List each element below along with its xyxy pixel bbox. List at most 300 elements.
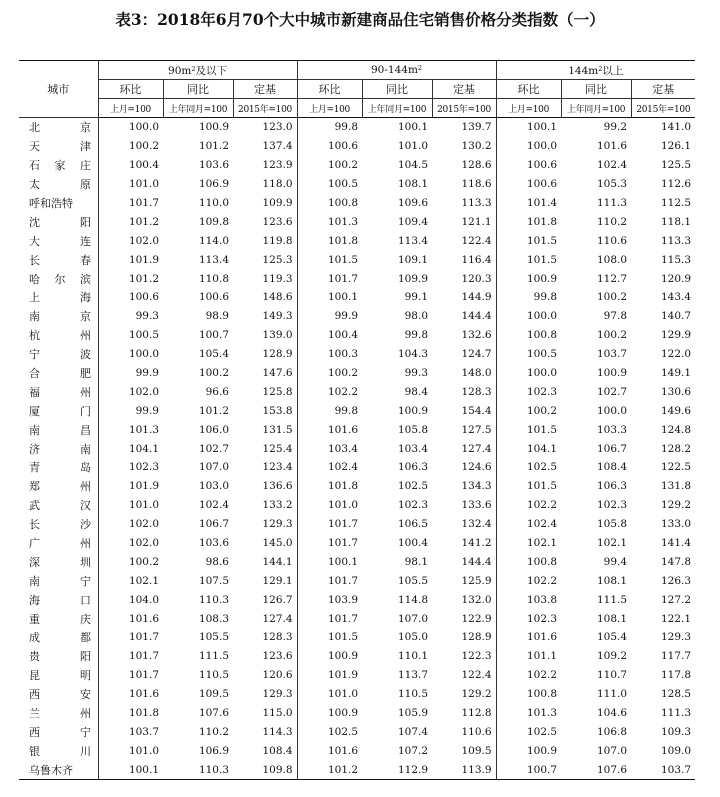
index-value: 106.3 bbox=[397, 461, 429, 474]
table-row bbox=[19, 401, 695, 420]
city-name-text: 上海 bbox=[29, 291, 91, 305]
table-row bbox=[19, 647, 695, 666]
index-value: 122.9 bbox=[461, 612, 492, 625]
index-value: 100.5 bbox=[496, 345, 561, 364]
index-value: 101.0 bbox=[397, 140, 429, 153]
city-name-text: 广州 bbox=[29, 537, 91, 551]
index-value: 101.3 bbox=[98, 420, 163, 439]
city-name bbox=[19, 137, 98, 156]
index-value: 137.4 bbox=[262, 140, 293, 153]
subheader-fixed: 定基 bbox=[233, 80, 297, 99]
index-value: 100.9 bbox=[397, 404, 429, 417]
index-value: 120.9 bbox=[660, 272, 692, 285]
subheader-fixed: 定基 bbox=[631, 80, 695, 99]
index-value: 101.6 bbox=[98, 609, 163, 628]
index-value: 98.6 bbox=[205, 555, 229, 568]
index-value: 133.2 bbox=[262, 499, 293, 512]
city-column-header: 城市 bbox=[19, 61, 98, 118]
index-value: 100.4 bbox=[98, 156, 163, 175]
city-name-text: 天津 bbox=[29, 140, 91, 154]
index-value: 113.9 bbox=[432, 760, 496, 779]
table-row bbox=[19, 382, 695, 401]
index-value: 115.3 bbox=[660, 253, 692, 266]
index-value: 105.8 bbox=[397, 423, 429, 436]
index-value: 100.4 bbox=[397, 537, 429, 550]
index-value: 127.5 bbox=[461, 423, 492, 436]
index-value: 102.0 bbox=[98, 382, 163, 401]
index-value: 144.4 bbox=[461, 310, 492, 323]
index-value: 101.7 bbox=[98, 666, 163, 685]
index-value: 122.0 bbox=[660, 348, 692, 361]
index-value: 144.9 bbox=[461, 291, 492, 304]
table-row bbox=[19, 760, 695, 779]
index-value: 100.0 bbox=[496, 137, 561, 156]
index-value: 103.8 bbox=[496, 590, 561, 609]
index-value: 108.4 bbox=[596, 461, 628, 474]
index-value: 134.3 bbox=[461, 480, 492, 493]
index-value: 100.6 bbox=[496, 175, 561, 194]
index-value: 101.0 bbox=[98, 496, 163, 515]
city-name bbox=[19, 760, 98, 779]
index-value: 98.4 bbox=[404, 385, 429, 398]
index-value: 126.1 bbox=[660, 140, 692, 153]
index-value: 103.9 bbox=[297, 590, 362, 609]
index-value: 103.4 bbox=[297, 439, 362, 458]
index-value: 100.9 bbox=[297, 647, 362, 666]
city-name-text: 西安 bbox=[29, 688, 91, 702]
city-name-text: 呼和浩特 bbox=[29, 197, 73, 210]
index-value: 103.4 bbox=[397, 442, 429, 455]
table-row bbox=[19, 628, 695, 647]
index-value: 147.8 bbox=[660, 555, 692, 568]
index-value: 125.5 bbox=[660, 159, 692, 172]
index-value: 108.1 bbox=[596, 612, 628, 625]
index-value: 131.5 bbox=[262, 423, 293, 436]
index-value: 141.0 bbox=[660, 121, 692, 134]
index-value: 100.0 bbox=[596, 404, 628, 417]
index-value: 129.3 bbox=[262, 518, 293, 531]
index-value: 100.1 bbox=[98, 760, 163, 779]
index-value: 107.0 bbox=[198, 461, 229, 474]
index-value: 102.4 bbox=[496, 515, 561, 534]
index-value: 100.3 bbox=[297, 345, 362, 364]
index-value: 110.5 bbox=[198, 669, 229, 682]
index-value: 118.0 bbox=[262, 178, 293, 191]
index-value: 123.9 bbox=[262, 159, 293, 172]
city-name bbox=[19, 609, 98, 628]
city-name bbox=[19, 477, 98, 496]
table-row bbox=[19, 496, 695, 515]
index-value: 102.0 bbox=[98, 515, 163, 534]
index-value: 132.4 bbox=[461, 518, 492, 531]
city-name-text: 福州 bbox=[29, 385, 91, 399]
header-row-subcolumns bbox=[19, 80, 695, 99]
index-value: 128.2 bbox=[660, 442, 692, 455]
index-value: 123.4 bbox=[262, 461, 293, 474]
subheader-mom: 环比 bbox=[297, 80, 362, 99]
index-value: 108.0 bbox=[596, 253, 628, 266]
city-name-text: 郑州 bbox=[29, 480, 91, 494]
index-value: 101.4 bbox=[496, 194, 561, 213]
index-value: 144.1 bbox=[262, 555, 293, 568]
index-value: 107.6 bbox=[198, 707, 229, 720]
index-value: 100.2 bbox=[596, 329, 628, 342]
index-value: 109.5 bbox=[198, 688, 229, 701]
table-row bbox=[19, 723, 695, 742]
city-name bbox=[19, 118, 98, 137]
index-value: 99.9 bbox=[98, 401, 163, 420]
index-value: 127.2 bbox=[660, 593, 692, 606]
index-value: 130.6 bbox=[660, 385, 692, 398]
city-name-text: 贵阳 bbox=[29, 650, 91, 664]
base-header-yoy: 上年同月=100 bbox=[163, 99, 233, 118]
index-value: 100.2 bbox=[496, 401, 561, 420]
index-value: 107.6 bbox=[561, 760, 631, 779]
index-value: 100.6 bbox=[496, 156, 561, 175]
index-value: 99.8 bbox=[297, 118, 362, 137]
index-value: 113.3 bbox=[660, 234, 692, 247]
table-row bbox=[19, 590, 695, 609]
index-value: 110.0 bbox=[198, 197, 229, 209]
index-value: 102.5 bbox=[397, 480, 429, 493]
index-value: 114.0 bbox=[198, 234, 229, 247]
index-value: 129.3 bbox=[262, 688, 293, 701]
index-value: 109.3 bbox=[660, 725, 692, 738]
city-name bbox=[19, 439, 98, 458]
index-value: 101.5 bbox=[297, 250, 362, 269]
index-value: 111.3 bbox=[596, 197, 628, 209]
index-value: 154.4 bbox=[461, 404, 492, 417]
index-value: 100.6 bbox=[297, 137, 362, 156]
index-value: 107.4 bbox=[397, 725, 429, 738]
index-value: 101.9 bbox=[98, 477, 163, 496]
index-value: 139.7 bbox=[461, 121, 492, 134]
index-value: 104.0 bbox=[98, 590, 163, 609]
index-value: 102.4 bbox=[596, 159, 628, 172]
index-value: 102.3 bbox=[496, 382, 561, 401]
table-row bbox=[19, 364, 695, 383]
index-value: 106.5 bbox=[397, 518, 429, 531]
index-value: 102.7 bbox=[198, 442, 229, 455]
base-header-mom: 上月=100 bbox=[98, 99, 163, 118]
city-name bbox=[19, 326, 98, 345]
city-name bbox=[19, 364, 98, 383]
index-value: 100.5 bbox=[98, 326, 163, 345]
index-value: 101.6 bbox=[596, 140, 628, 153]
base-header-mom: 上月=100 bbox=[496, 99, 561, 118]
table-row bbox=[19, 194, 695, 213]
index-value: 128.3 bbox=[262, 631, 293, 644]
index-value: 101.5 bbox=[297, 628, 362, 647]
index-value: 100.2 bbox=[596, 291, 628, 304]
index-value: 112.7 bbox=[596, 272, 628, 285]
city-name bbox=[19, 401, 98, 420]
index-value: 101.7 bbox=[297, 515, 362, 534]
index-value: 145.0 bbox=[262, 537, 293, 550]
index-value: 100.8 bbox=[297, 194, 362, 213]
base-header-yoy: 上年同月=100 bbox=[561, 99, 631, 118]
index-value: 101.8 bbox=[297, 231, 362, 250]
index-value: 141.4 bbox=[660, 537, 692, 550]
index-value: 125.4 bbox=[262, 442, 293, 455]
index-value: 120.6 bbox=[262, 669, 293, 682]
base-header-fixed: 2015年=100 bbox=[233, 99, 297, 118]
index-value: 101.3 bbox=[496, 704, 561, 723]
index-value: 111.3 bbox=[660, 707, 692, 720]
city-name bbox=[19, 515, 98, 534]
index-value: 100.9 bbox=[496, 741, 561, 760]
index-value: 107.0 bbox=[397, 612, 429, 625]
index-value: 101.0 bbox=[297, 685, 362, 704]
table-row bbox=[19, 477, 695, 496]
table-row bbox=[19, 175, 695, 194]
index-value: 128.3 bbox=[461, 385, 492, 398]
index-value: 100.1 bbox=[496, 118, 561, 137]
index-value: 100.0 bbox=[496, 364, 561, 383]
city-name bbox=[19, 628, 98, 647]
index-value: 99.9 bbox=[98, 364, 163, 383]
index-value: 101.1 bbox=[496, 647, 561, 666]
index-value: 121.1 bbox=[461, 215, 492, 228]
index-value: 110.2 bbox=[198, 725, 229, 738]
index-value: 117.8 bbox=[660, 669, 692, 682]
index-value: 126.7 bbox=[262, 593, 293, 606]
index-value: 128.6 bbox=[461, 159, 492, 172]
index-value: 102.0 bbox=[98, 231, 163, 250]
index-value: 106.9 bbox=[198, 178, 229, 191]
index-value: 97.8 bbox=[603, 310, 628, 323]
city-name-text: 成都 bbox=[29, 631, 91, 645]
index-value: 99.3 bbox=[404, 367, 429, 380]
index-value: 101.0 bbox=[98, 175, 163, 194]
index-value: 122.4 bbox=[461, 669, 492, 682]
index-value: 140.7 bbox=[660, 310, 692, 323]
index-value: 102.4 bbox=[297, 458, 362, 477]
index-value: 113.4 bbox=[397, 234, 429, 247]
city-name-text: 杭州 bbox=[29, 329, 91, 343]
index-value: 100.8 bbox=[496, 552, 561, 571]
index-value: 102.2 bbox=[297, 382, 362, 401]
index-value: 144.4 bbox=[461, 555, 492, 568]
index-value: 136.6 bbox=[262, 480, 293, 493]
index-value: 102.0 bbox=[98, 534, 163, 553]
city-name bbox=[19, 647, 98, 666]
index-value: 125.9 bbox=[461, 574, 492, 587]
table-row bbox=[19, 231, 695, 250]
index-value: 106.8 bbox=[596, 725, 628, 738]
index-value: 103.7 bbox=[596, 348, 628, 361]
index-value: 139.0 bbox=[262, 329, 293, 342]
city-name bbox=[19, 704, 98, 723]
index-value: 127.4 bbox=[262, 612, 293, 625]
city-name-text: 西宁 bbox=[29, 725, 91, 739]
table-row bbox=[19, 609, 695, 628]
index-value: 115.0 bbox=[262, 707, 293, 720]
index-value: 112.5 bbox=[660, 197, 692, 209]
city-name-text: 大连 bbox=[29, 234, 91, 248]
city-name bbox=[19, 590, 98, 609]
subheader-yoy: 同比 bbox=[362, 80, 432, 99]
index-value: 101.5 bbox=[496, 231, 561, 250]
index-value: 102.3 bbox=[596, 499, 628, 512]
index-value: 110.6 bbox=[596, 234, 628, 247]
index-value: 109.0 bbox=[660, 744, 692, 757]
index-value: 105.0 bbox=[397, 631, 429, 644]
index-value: 104.3 bbox=[397, 348, 429, 361]
index-value: 101.9 bbox=[98, 250, 163, 269]
city-name bbox=[19, 194, 98, 213]
city-name-text: 石家庄 bbox=[29, 159, 91, 173]
index-value: 100.7 bbox=[496, 760, 561, 779]
index-value: 117.7 bbox=[660, 650, 692, 663]
index-value: 101.9 bbox=[297, 666, 362, 685]
index-value: 109.2 bbox=[596, 650, 628, 663]
index-value: 102.2 bbox=[496, 666, 561, 685]
index-value: 102.7 bbox=[596, 385, 628, 398]
index-value: 100.1 bbox=[397, 121, 429, 134]
index-value: 119.3 bbox=[262, 272, 293, 285]
index-value: 132.0 bbox=[461, 593, 492, 606]
index-value: 109.8 bbox=[198, 215, 229, 228]
index-value: 105.4 bbox=[198, 348, 229, 361]
index-value: 149.3 bbox=[262, 310, 293, 323]
index-value: 100.5 bbox=[297, 175, 362, 194]
city-name-text: 海口 bbox=[29, 593, 91, 607]
index-value: 126.3 bbox=[660, 574, 692, 587]
index-value: 99.8 bbox=[404, 329, 429, 342]
index-value: 124.8 bbox=[660, 423, 692, 436]
city-name-text: 乌鲁木齐 bbox=[29, 763, 73, 777]
table-row bbox=[19, 118, 695, 137]
city-name bbox=[19, 231, 98, 250]
city-name-text: 哈尔滨 bbox=[29, 272, 91, 286]
city-name bbox=[19, 552, 98, 571]
index-value: 110.6 bbox=[461, 725, 492, 738]
index-value: 100.6 bbox=[198, 291, 229, 304]
index-value: 112.9 bbox=[362, 760, 432, 779]
index-value: 122.3 bbox=[461, 650, 492, 663]
city-name-text: 长春 bbox=[29, 253, 91, 267]
index-value: 110.3 bbox=[163, 760, 233, 779]
index-value: 101.7 bbox=[98, 194, 163, 213]
index-value: 101.2 bbox=[198, 404, 229, 417]
index-value: 108.1 bbox=[596, 574, 628, 587]
table-row bbox=[19, 439, 695, 458]
index-value: 110.7 bbox=[596, 669, 628, 682]
index-value: 109.9 bbox=[397, 272, 429, 285]
index-value: 133.6 bbox=[461, 499, 492, 512]
table-row bbox=[19, 552, 695, 571]
table-row bbox=[19, 420, 695, 439]
index-value: 100.6 bbox=[98, 288, 163, 307]
index-value: 102.5 bbox=[496, 458, 561, 477]
index-value: 129.1 bbox=[262, 574, 293, 587]
index-value: 110.1 bbox=[397, 650, 429, 663]
city-name-text: 太原 bbox=[29, 178, 91, 192]
index-value: 105.5 bbox=[397, 574, 429, 587]
header-row-groups bbox=[19, 61, 695, 80]
index-value: 99.2 bbox=[603, 121, 628, 134]
index-value: 100.9 bbox=[297, 704, 362, 723]
city-name-text: 宁波 bbox=[29, 348, 91, 362]
index-value: 100.9 bbox=[496, 269, 561, 288]
table-row bbox=[19, 156, 695, 175]
index-value: 103.7 bbox=[631, 760, 695, 779]
index-value: 112.6 bbox=[660, 178, 692, 191]
index-value: 106.0 bbox=[198, 423, 229, 436]
index-value: 100.2 bbox=[198, 367, 229, 380]
city-name bbox=[19, 382, 98, 401]
index-value: 104.1 bbox=[98, 439, 163, 458]
index-value: 114.3 bbox=[262, 725, 293, 738]
city-name-text: 银川 bbox=[29, 744, 91, 758]
city-name-text: 南宁 bbox=[29, 574, 91, 588]
index-value: 101.7 bbox=[98, 647, 163, 666]
index-value: 96.6 bbox=[205, 385, 229, 398]
index-value: 110.2 bbox=[596, 215, 628, 228]
index-value: 100.9 bbox=[596, 367, 628, 380]
index-value: 102.5 bbox=[496, 723, 561, 742]
table-row bbox=[19, 307, 695, 326]
index-value: 123.0 bbox=[262, 121, 293, 134]
index-value: 118.1 bbox=[660, 215, 692, 228]
city-name bbox=[19, 212, 98, 231]
index-value: 102.5 bbox=[297, 723, 362, 742]
subheader-yoy: 同比 bbox=[163, 80, 233, 99]
index-value: 103.6 bbox=[198, 159, 229, 172]
index-value: 113.3 bbox=[461, 197, 492, 209]
index-value: 119.8 bbox=[262, 234, 293, 247]
index-value: 107.0 bbox=[596, 744, 628, 757]
index-value: 100.2 bbox=[297, 364, 362, 383]
table-body bbox=[19, 118, 695, 780]
index-value: 149.6 bbox=[660, 404, 692, 417]
index-value: 129.3 bbox=[660, 631, 692, 644]
city-name-text: 合肥 bbox=[29, 367, 91, 381]
city-name bbox=[19, 175, 98, 194]
index-value: 110.8 bbox=[198, 272, 229, 285]
index-value: 111.5 bbox=[198, 650, 229, 663]
index-value: 125.8 bbox=[262, 385, 293, 398]
group-header-small: $90m^2$及以下 bbox=[98, 61, 297, 80]
index-value: 128.9 bbox=[461, 631, 492, 644]
index-value: 129.9 bbox=[660, 329, 692, 342]
city-name bbox=[19, 345, 98, 364]
index-value: 101.3 bbox=[297, 212, 362, 231]
index-value: 103.6 bbox=[198, 537, 229, 550]
index-value: 107.5 bbox=[198, 574, 229, 587]
city-name bbox=[19, 156, 98, 175]
price-index-table bbox=[19, 60, 695, 780]
index-value: 105.3 bbox=[596, 178, 628, 191]
city-name bbox=[19, 685, 98, 704]
index-value: 105.9 bbox=[397, 707, 429, 720]
index-value: 98.1 bbox=[404, 555, 429, 568]
index-value: 101.7 bbox=[297, 534, 362, 553]
index-value: 120.3 bbox=[461, 272, 492, 285]
index-value: 109.8 bbox=[233, 760, 297, 779]
index-value: 109.1 bbox=[397, 253, 429, 266]
index-value: 108.1 bbox=[397, 178, 429, 191]
index-value: 103.0 bbox=[198, 480, 229, 493]
index-value: 124.6 bbox=[461, 461, 492, 474]
index-value: 153.8 bbox=[262, 404, 293, 417]
index-value: 111.5 bbox=[596, 593, 628, 606]
index-value: 114.8 bbox=[397, 593, 429, 606]
index-value: 103.3 bbox=[596, 423, 628, 436]
index-value: 99.8 bbox=[496, 288, 561, 307]
index-value: 129.2 bbox=[660, 499, 692, 512]
